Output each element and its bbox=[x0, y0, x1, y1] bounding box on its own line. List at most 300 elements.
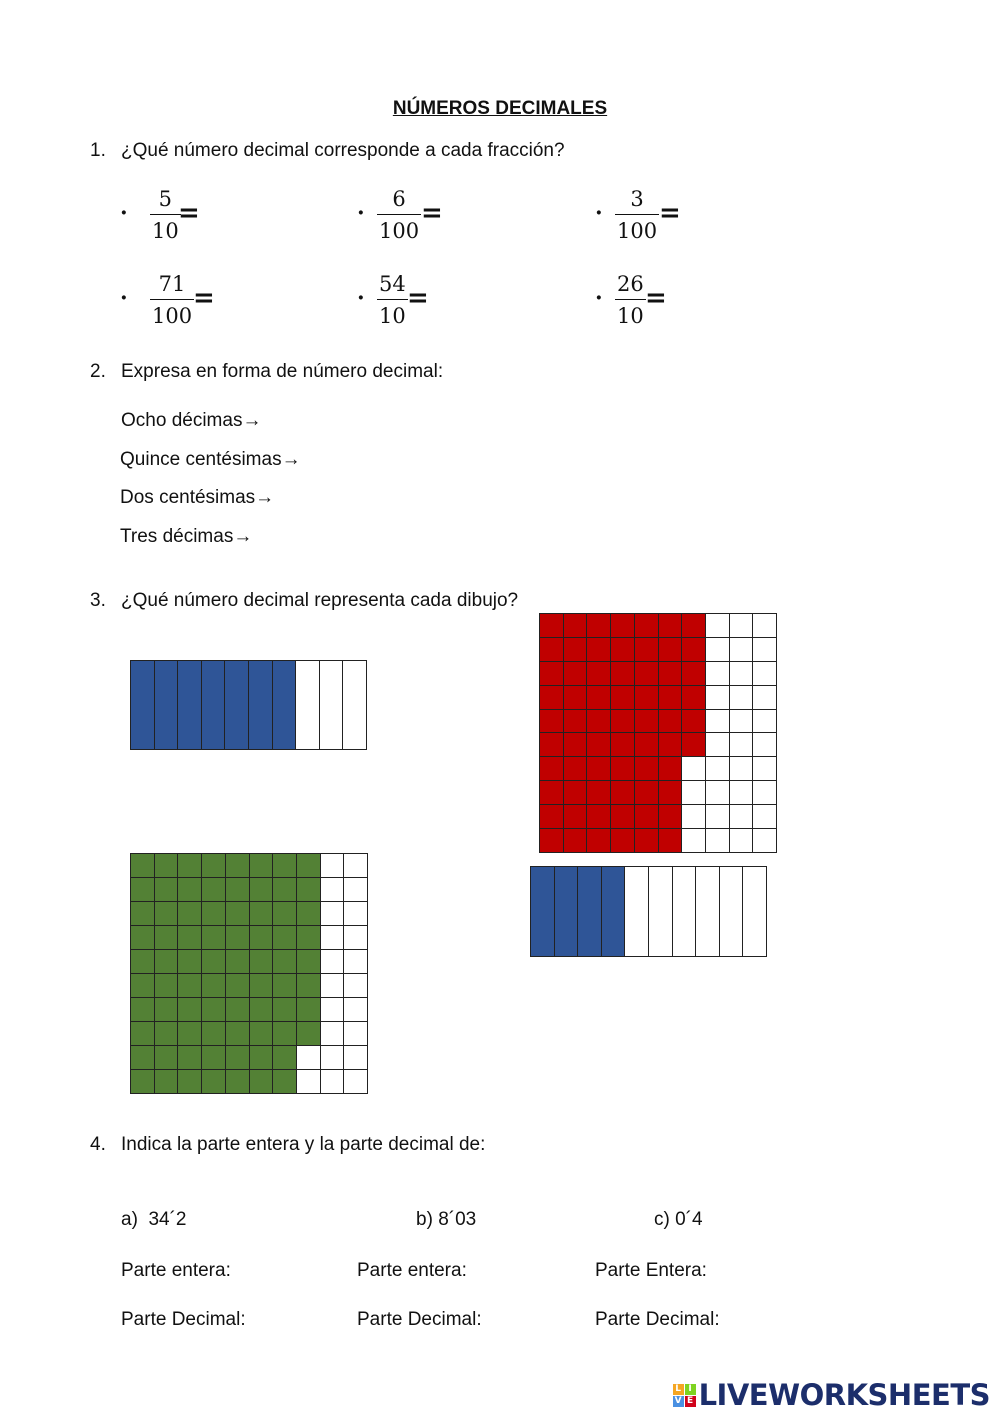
empty-cell bbox=[720, 867, 744, 957]
filled-cell bbox=[611, 614, 635, 638]
filled-cell bbox=[273, 1070, 297, 1094]
filled-cell bbox=[155, 878, 179, 902]
fraction-numerator: 3 bbox=[630, 187, 644, 211]
filled-cell bbox=[155, 661, 179, 750]
empty-cell bbox=[706, 829, 730, 853]
filled-cell bbox=[226, 950, 250, 974]
filled-cell bbox=[131, 878, 155, 902]
logo-text: LIVEWORKSHEETS bbox=[698, 1378, 990, 1412]
filled-cell bbox=[131, 661, 155, 750]
q4-c-label: c) bbox=[654, 1209, 670, 1230]
empty-cell bbox=[743, 867, 767, 957]
filled-cell bbox=[635, 829, 659, 853]
filled-cell bbox=[250, 902, 274, 926]
filled-cell bbox=[250, 974, 274, 998]
filled-cell bbox=[659, 733, 683, 757]
filled-cell bbox=[155, 1070, 179, 1094]
equals-sign: = bbox=[178, 198, 200, 228]
hundredths-drawing-red bbox=[539, 613, 777, 853]
filled-cell bbox=[659, 829, 683, 853]
filled-cell bbox=[273, 998, 297, 1022]
filled-cell bbox=[273, 661, 297, 750]
logo-mark-letter: I bbox=[685, 1384, 696, 1395]
fraction bbox=[150, 271, 194, 329]
q4-c-parte-entera: Parte Entera: bbox=[595, 1260, 707, 1281]
empty-cell bbox=[321, 902, 345, 926]
filled-cell bbox=[540, 757, 564, 781]
filled-cell bbox=[659, 805, 683, 829]
filled-cell bbox=[131, 998, 155, 1022]
q4-a-parte-entera: Parte entera: bbox=[121, 1260, 231, 1281]
fraction bbox=[377, 186, 421, 244]
q4-b-label: b) bbox=[416, 1209, 433, 1230]
q2-item-4: Tres décimas→ bbox=[120, 526, 253, 547]
empty-cell bbox=[344, 878, 368, 902]
filled-cell bbox=[178, 902, 202, 926]
filled-cell bbox=[178, 1070, 202, 1094]
filled-cell bbox=[250, 926, 274, 950]
filled-cell bbox=[202, 1070, 226, 1094]
filled-cell bbox=[155, 974, 179, 998]
empty-cell bbox=[753, 829, 777, 853]
filled-cell bbox=[564, 805, 588, 829]
fraction-item-4 bbox=[120, 271, 240, 337]
filled-cell bbox=[587, 805, 611, 829]
filled-cell bbox=[587, 710, 611, 734]
fraction-bar bbox=[615, 214, 659, 215]
filled-cell bbox=[202, 950, 226, 974]
filled-cell bbox=[635, 805, 659, 829]
fraction-bar bbox=[150, 214, 181, 215]
filled-cell bbox=[564, 686, 588, 710]
filled-cell bbox=[273, 926, 297, 950]
filled-cell bbox=[682, 686, 706, 710]
filled-cell bbox=[611, 710, 635, 734]
logo-mark-letter: L bbox=[673, 1384, 684, 1395]
question-2-number: 2. bbox=[90, 361, 106, 382]
filled-cell bbox=[178, 926, 202, 950]
empty-cell bbox=[706, 638, 730, 662]
filled-cell bbox=[273, 902, 297, 926]
filled-cell bbox=[611, 638, 635, 662]
filled-cell bbox=[659, 710, 683, 734]
empty-cell bbox=[344, 950, 368, 974]
filled-cell bbox=[131, 902, 155, 926]
filled-cell bbox=[297, 854, 321, 878]
filled-cell bbox=[297, 998, 321, 1022]
filled-cell bbox=[178, 998, 202, 1022]
filled-cell bbox=[587, 829, 611, 853]
filled-cell bbox=[555, 867, 579, 957]
empty-cell bbox=[753, 805, 777, 829]
empty-cell bbox=[297, 1070, 321, 1094]
filled-cell bbox=[540, 662, 564, 686]
fraction bbox=[615, 271, 646, 329]
empty-cell bbox=[649, 867, 673, 957]
empty-cell bbox=[344, 1022, 368, 1046]
filled-cell bbox=[273, 854, 297, 878]
filled-cell bbox=[226, 974, 250, 998]
empty-cell bbox=[706, 781, 730, 805]
filled-cell bbox=[659, 757, 683, 781]
q4-b-parte-entera: Parte entera: bbox=[357, 1260, 467, 1281]
filled-cell bbox=[202, 1022, 226, 1046]
filled-cell bbox=[250, 878, 274, 902]
question-3-number: 3. bbox=[90, 590, 106, 611]
filled-cell bbox=[635, 757, 659, 781]
filled-cell bbox=[178, 974, 202, 998]
filled-cell bbox=[202, 1046, 226, 1070]
empty-cell bbox=[730, 733, 754, 757]
filled-cell bbox=[226, 902, 250, 926]
empty-cell bbox=[730, 662, 754, 686]
filled-cell bbox=[578, 867, 602, 957]
filled-cell bbox=[178, 950, 202, 974]
filled-cell bbox=[226, 1070, 250, 1094]
empty-cell bbox=[343, 661, 367, 750]
equals-sign: = bbox=[193, 283, 215, 313]
filled-cell bbox=[155, 854, 179, 878]
fraction-numerator: 6 bbox=[392, 187, 406, 211]
filled-cell bbox=[659, 686, 683, 710]
q4-c-parte-decimal: Parte Decimal: bbox=[595, 1309, 720, 1330]
empty-cell bbox=[296, 661, 320, 750]
tenths-drawing-blue-bottom bbox=[530, 866, 767, 957]
empty-cell bbox=[706, 614, 730, 638]
fraction-item-1 bbox=[120, 186, 240, 252]
filled-cell bbox=[250, 1046, 274, 1070]
filled-cell bbox=[250, 854, 274, 878]
fraction-numerator: 26 bbox=[617, 272, 644, 296]
filled-cell bbox=[611, 781, 635, 805]
question-2-text: Expresa en forma de número decimal: bbox=[121, 361, 444, 382]
empty-cell bbox=[753, 733, 777, 757]
fraction-denominator: 100 bbox=[617, 219, 658, 243]
bullet: · bbox=[595, 285, 603, 311]
question-1 bbox=[90, 140, 565, 162]
filled-cell bbox=[587, 781, 611, 805]
empty-cell bbox=[682, 805, 706, 829]
fraction-numerator: 5 bbox=[158, 187, 173, 211]
empty-cell bbox=[696, 867, 720, 957]
filled-cell bbox=[297, 926, 321, 950]
filled-cell bbox=[635, 710, 659, 734]
filled-cell bbox=[202, 902, 226, 926]
q2-item-2: Quince centésimas→ bbox=[120, 449, 301, 470]
filled-cell bbox=[202, 878, 226, 902]
filled-cell bbox=[587, 733, 611, 757]
filled-cell bbox=[273, 1046, 297, 1070]
empty-cell bbox=[320, 661, 344, 750]
fraction-item-2 bbox=[357, 186, 477, 252]
q2-item-1: Ocho décimas→ bbox=[121, 410, 262, 431]
filled-cell bbox=[611, 829, 635, 853]
filled-cell bbox=[587, 757, 611, 781]
empty-cell bbox=[344, 1070, 368, 1094]
filled-cell bbox=[540, 781, 564, 805]
fraction-denominator: 100 bbox=[379, 219, 420, 243]
filled-cell bbox=[682, 710, 706, 734]
filled-cell bbox=[540, 805, 564, 829]
filled-cell bbox=[225, 661, 249, 750]
empty-cell bbox=[706, 686, 730, 710]
bullet: · bbox=[357, 285, 365, 311]
filled-cell bbox=[131, 926, 155, 950]
filled-cell bbox=[178, 878, 202, 902]
filled-cell bbox=[611, 733, 635, 757]
filled-cell bbox=[611, 686, 635, 710]
filled-cell bbox=[659, 662, 683, 686]
filled-cell bbox=[564, 781, 588, 805]
empty-cell bbox=[706, 805, 730, 829]
filled-cell bbox=[226, 878, 250, 902]
equals-sign: = bbox=[407, 283, 429, 313]
filled-cell bbox=[131, 1046, 155, 1070]
question-4 bbox=[90, 1134, 485, 1156]
filled-cell bbox=[202, 998, 226, 1022]
filled-cell bbox=[682, 662, 706, 686]
filled-cell bbox=[202, 854, 226, 878]
filled-cell bbox=[564, 829, 588, 853]
logo-mark-letter: V bbox=[673, 1396, 684, 1407]
empty-cell bbox=[730, 686, 754, 710]
q4-a-label: a) bbox=[121, 1209, 138, 1230]
filled-cell bbox=[564, 710, 588, 734]
hundredths-drawing-green bbox=[130, 853, 368, 1094]
fraction-item-6 bbox=[595, 271, 715, 337]
filled-cell bbox=[226, 998, 250, 1022]
filled-cell bbox=[202, 926, 226, 950]
fraction-bar bbox=[615, 299, 646, 300]
filled-cell bbox=[155, 1022, 179, 1046]
filled-cell bbox=[250, 998, 274, 1022]
q4-c bbox=[654, 1209, 703, 1231]
filled-cell bbox=[611, 662, 635, 686]
filled-cell bbox=[682, 638, 706, 662]
empty-cell bbox=[321, 1046, 345, 1070]
empty-cell bbox=[730, 829, 754, 853]
q4-c-value: 0´4 bbox=[675, 1209, 703, 1230]
fraction bbox=[377, 271, 408, 329]
bullet: · bbox=[357, 200, 365, 226]
filled-cell bbox=[155, 998, 179, 1022]
empty-cell bbox=[297, 1046, 321, 1070]
filled-cell bbox=[659, 781, 683, 805]
fraction-bar bbox=[377, 299, 408, 300]
filled-cell bbox=[635, 781, 659, 805]
filled-cell bbox=[202, 974, 226, 998]
filled-cell bbox=[587, 686, 611, 710]
q4-a bbox=[121, 1209, 187, 1231]
filled-cell bbox=[635, 662, 659, 686]
empty-cell bbox=[682, 829, 706, 853]
filled-cell bbox=[635, 686, 659, 710]
filled-cell bbox=[131, 974, 155, 998]
filled-cell bbox=[682, 733, 706, 757]
filled-cell bbox=[564, 662, 588, 686]
logo-mark-letter: E bbox=[685, 1396, 696, 1407]
filled-cell bbox=[587, 614, 611, 638]
empty-cell bbox=[344, 974, 368, 998]
filled-cell bbox=[297, 974, 321, 998]
empty-cell bbox=[753, 638, 777, 662]
filled-cell bbox=[226, 1046, 250, 1070]
filled-cell bbox=[250, 1022, 274, 1046]
empty-cell bbox=[344, 902, 368, 926]
worksheet-title: NÚMEROS DECIMALES bbox=[392, 98, 608, 119]
q4-b bbox=[416, 1209, 476, 1231]
filled-cell bbox=[635, 733, 659, 757]
filled-cell bbox=[297, 878, 321, 902]
question-4-number: 4. bbox=[90, 1134, 106, 1155]
filled-cell bbox=[131, 950, 155, 974]
filled-cell bbox=[178, 1022, 202, 1046]
empty-cell bbox=[730, 757, 754, 781]
filled-cell bbox=[178, 661, 202, 750]
filled-cell bbox=[540, 686, 564, 710]
filled-cell bbox=[155, 902, 179, 926]
filled-cell bbox=[273, 950, 297, 974]
logo-mark-icon bbox=[673, 1384, 696, 1407]
empty-cell bbox=[706, 662, 730, 686]
equals-sign: = bbox=[659, 198, 681, 228]
fraction-numerator: 54 bbox=[379, 272, 406, 296]
filled-cell bbox=[131, 1022, 155, 1046]
q4-a-parte-decimal: Parte Decimal: bbox=[121, 1309, 246, 1330]
empty-cell bbox=[706, 733, 730, 757]
fraction-item-3 bbox=[595, 186, 715, 252]
filled-cell bbox=[635, 638, 659, 662]
filled-cell bbox=[659, 614, 683, 638]
filled-cell bbox=[297, 950, 321, 974]
empty-cell bbox=[321, 1070, 345, 1094]
filled-cell bbox=[250, 950, 274, 974]
filled-cell bbox=[273, 1022, 297, 1046]
empty-cell bbox=[321, 854, 345, 878]
filled-cell bbox=[297, 902, 321, 926]
filled-cell bbox=[226, 1022, 250, 1046]
empty-cell bbox=[321, 878, 345, 902]
fraction-numerator: 71 bbox=[158, 272, 186, 296]
question-3 bbox=[90, 590, 518, 612]
filled-cell bbox=[540, 614, 564, 638]
empty-cell bbox=[730, 805, 754, 829]
empty-cell bbox=[730, 710, 754, 734]
filled-cell bbox=[155, 1046, 179, 1070]
fraction-denominator: 10 bbox=[379, 304, 406, 328]
fraction-bar bbox=[377, 214, 421, 215]
empty-cell bbox=[321, 974, 345, 998]
q2-item-3: Dos centésimas→ bbox=[120, 487, 275, 508]
empty-cell bbox=[730, 781, 754, 805]
fraction-denominator: 10 bbox=[617, 304, 644, 328]
question-2 bbox=[90, 361, 443, 383]
tenths-drawing-blue-top bbox=[130, 660, 367, 750]
bullet: · bbox=[120, 200, 128, 226]
equals-sign: = bbox=[645, 283, 667, 313]
empty-cell bbox=[682, 757, 706, 781]
filled-cell bbox=[202, 661, 226, 750]
empty-cell bbox=[730, 638, 754, 662]
empty-cell bbox=[344, 998, 368, 1022]
filled-cell bbox=[682, 614, 706, 638]
filled-cell bbox=[587, 662, 611, 686]
empty-cell bbox=[344, 926, 368, 950]
filled-cell bbox=[564, 638, 588, 662]
filled-cell bbox=[178, 1046, 202, 1070]
empty-cell bbox=[344, 1046, 368, 1070]
filled-cell bbox=[531, 867, 555, 957]
filled-cell bbox=[178, 854, 202, 878]
fraction bbox=[150, 186, 181, 244]
empty-cell bbox=[321, 998, 345, 1022]
filled-cell bbox=[611, 757, 635, 781]
empty-cell bbox=[753, 781, 777, 805]
empty-cell bbox=[753, 662, 777, 686]
filled-cell bbox=[611, 805, 635, 829]
bullet: · bbox=[595, 200, 603, 226]
empty-cell bbox=[730, 614, 754, 638]
fraction-bar bbox=[150, 299, 194, 300]
empty-cell bbox=[706, 710, 730, 734]
filled-cell bbox=[635, 614, 659, 638]
question-1-number: 1. bbox=[90, 140, 106, 161]
empty-cell bbox=[753, 614, 777, 638]
empty-cell bbox=[321, 950, 345, 974]
bullet: · bbox=[120, 285, 128, 311]
filled-cell bbox=[587, 638, 611, 662]
question-1-text: ¿Qué número decimal corresponde a cada fracción? bbox=[121, 140, 565, 161]
filled-cell bbox=[273, 974, 297, 998]
empty-cell bbox=[682, 781, 706, 805]
filled-cell bbox=[155, 950, 179, 974]
filled-cell bbox=[155, 926, 179, 950]
equals-sign: = bbox=[421, 198, 443, 228]
filled-cell bbox=[273, 878, 297, 902]
empty-cell bbox=[673, 867, 697, 957]
filled-cell bbox=[659, 638, 683, 662]
filled-cell bbox=[564, 733, 588, 757]
filled-cell bbox=[540, 829, 564, 853]
filled-cell bbox=[564, 614, 588, 638]
q4-b-value: 8´03 bbox=[438, 1209, 477, 1230]
q4-a-value: 34´2 bbox=[148, 1209, 187, 1230]
filled-cell bbox=[226, 854, 250, 878]
filled-cell bbox=[250, 1070, 274, 1094]
empty-cell bbox=[625, 867, 649, 957]
filled-cell bbox=[564, 757, 588, 781]
liveworksheets-logo bbox=[673, 1378, 990, 1412]
empty-cell bbox=[753, 686, 777, 710]
empty-cell bbox=[753, 710, 777, 734]
filled-cell bbox=[540, 733, 564, 757]
question-4-text: Indica la parte entera y la parte decimal de: bbox=[121, 1134, 486, 1155]
fraction-denominator: 100 bbox=[152, 304, 193, 328]
empty-cell bbox=[753, 757, 777, 781]
empty-cell bbox=[706, 757, 730, 781]
fraction-item-5 bbox=[357, 271, 477, 337]
filled-cell bbox=[540, 710, 564, 734]
empty-cell bbox=[344, 854, 368, 878]
fraction-denominator: 10 bbox=[152, 219, 179, 243]
filled-cell bbox=[602, 867, 626, 957]
filled-cell bbox=[226, 926, 250, 950]
filled-cell bbox=[131, 854, 155, 878]
empty-cell bbox=[321, 926, 345, 950]
fraction bbox=[615, 186, 659, 244]
filled-cell bbox=[249, 661, 273, 750]
filled-cell bbox=[131, 1070, 155, 1094]
